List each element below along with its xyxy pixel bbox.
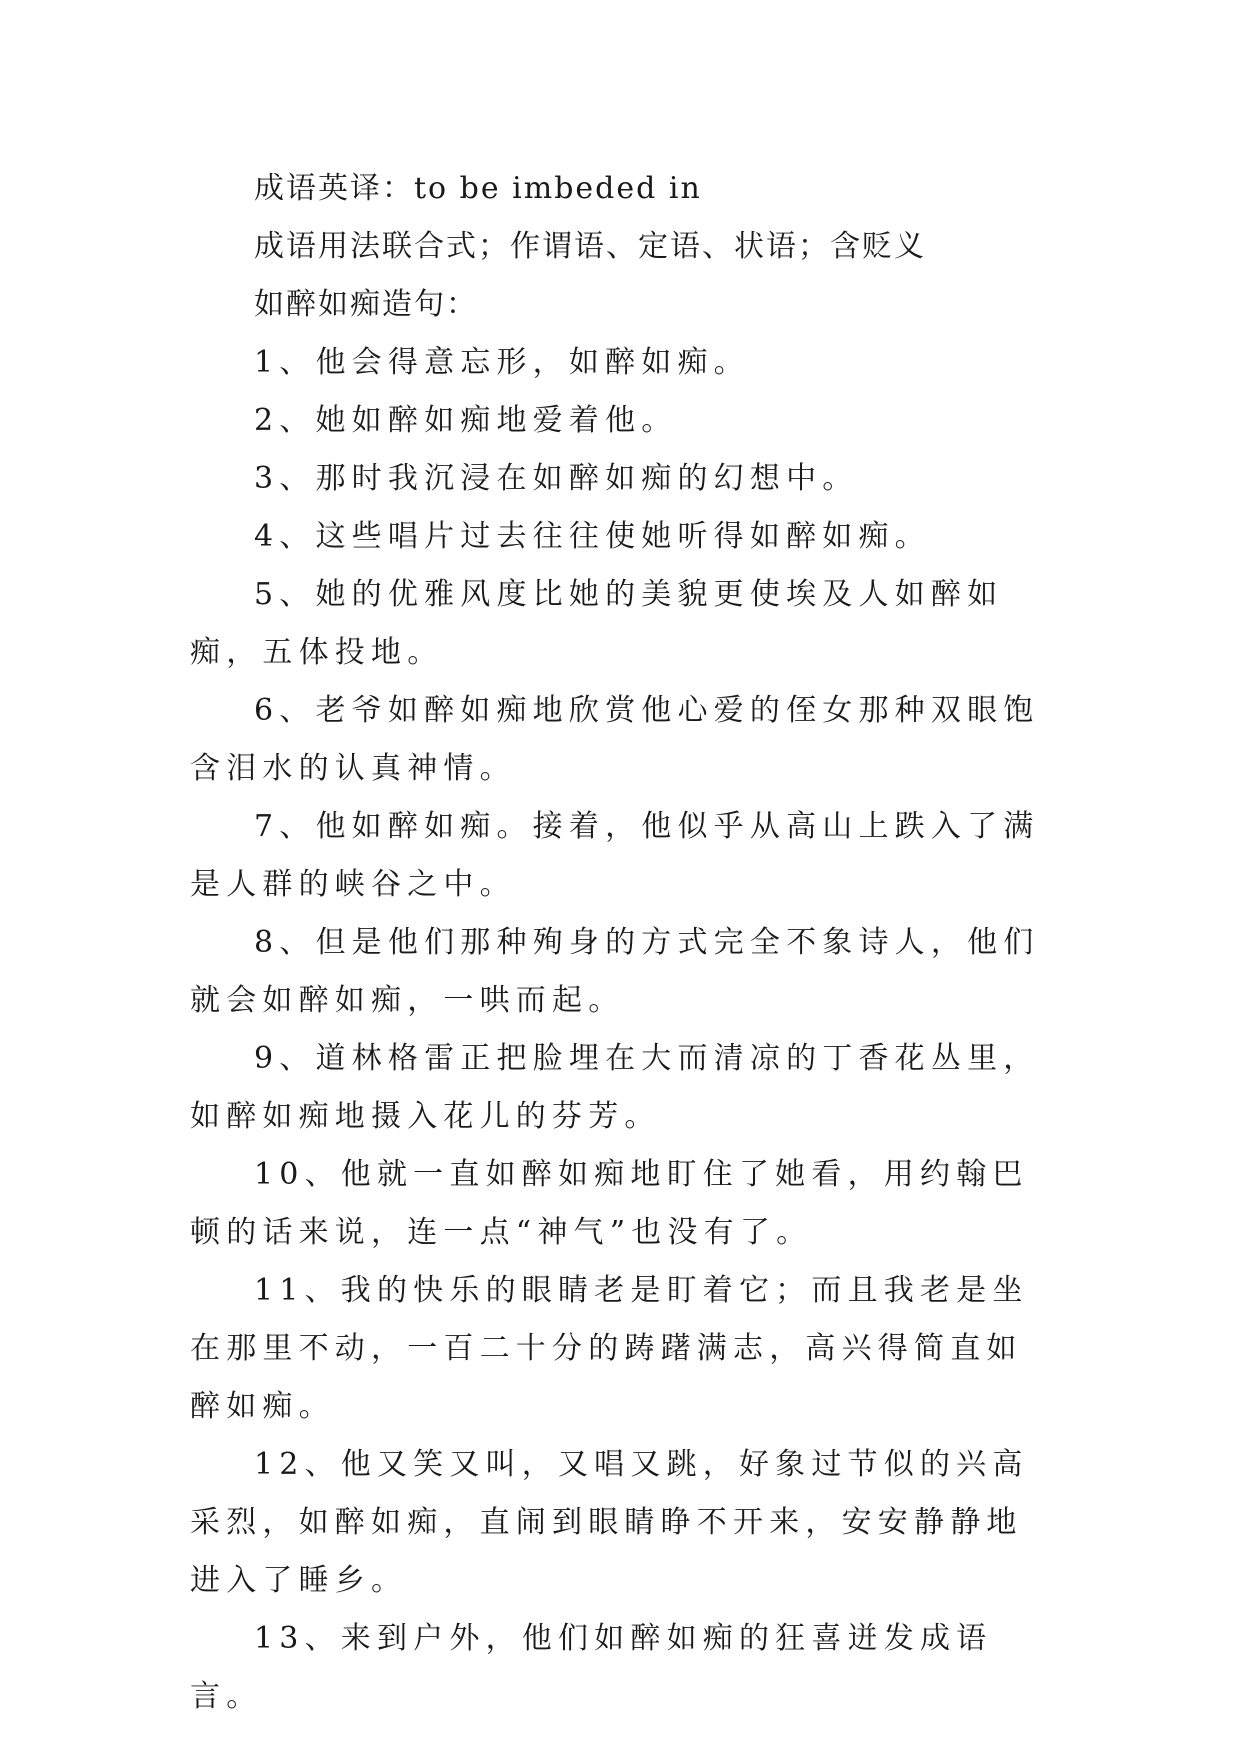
- example-sentence-6: 6、老爷如醉如痴地欣赏他心爱的侄女那种双眼饱含泪水的认真神情。: [190, 693, 1040, 786]
- example-sentence-13: 13、来到户外，他们如醉如痴的狂喜迸发成语言。: [190, 1621, 993, 1714]
- idiom-english-translation: 成语英译：to be imbeded in: [254, 171, 702, 206]
- example-sentence-5: 5、她的优雅风度比她的美貌更使埃及人如醉如痴，五体投地。: [190, 577, 1004, 670]
- example-sentence-8: 8、但是他们那种殉身的方式完全不象诗人，他们就会如醉如痴，一哄而起。: [190, 925, 1040, 1018]
- document-body: [190, 160, 1050, 1726]
- example-sentence-11: 11、我的快乐的眼睛老是盯着它；而且我老是坐在那里不动，一百二十分的踌躇满志，高兴得简直如醉如痴。: [190, 1273, 1029, 1424]
- example-sentence-1: 1、他会得意忘形，如醉如痴。: [254, 345, 750, 380]
- example-sentences-heading: 如醉如痴造句：: [254, 287, 478, 322]
- example-sentence-4: 4、这些唱片过去往往使她听得如醉如痴。: [254, 519, 931, 554]
- example-sentence-10: 10、他就一直如醉如痴地盯住了她看，用约翰巴顿的话来说，连一点“神气”也没有了。: [190, 1157, 1029, 1250]
- example-sentence-12: 12、他又笑又叫，又唱又跳，好象过节似的兴高采烈，如醉如痴，直闹到眼睛睁不开来，安安静静地进入了睡乡。: [190, 1447, 1029, 1598]
- example-sentence-9: 9、道林格雷正把脸埋在大而清凉的丁香花丛里，如醉如痴地摄入花儿的芬芳。: [190, 1041, 1040, 1134]
- idiom-usage: 成语用法联合式；作谓语、定语、状语；含贬义: [254, 229, 926, 264]
- example-sentence-3: 3、那时我沉浸在如醉如痴的幻想中。: [254, 461, 859, 496]
- example-sentence-7: 7、他如醉如痴。接着，他似乎从高山上跌入了满是人群的峡谷之中。: [190, 809, 1040, 902]
- example-sentence-2: 2、她如醉如痴地爱着他。: [254, 403, 678, 438]
